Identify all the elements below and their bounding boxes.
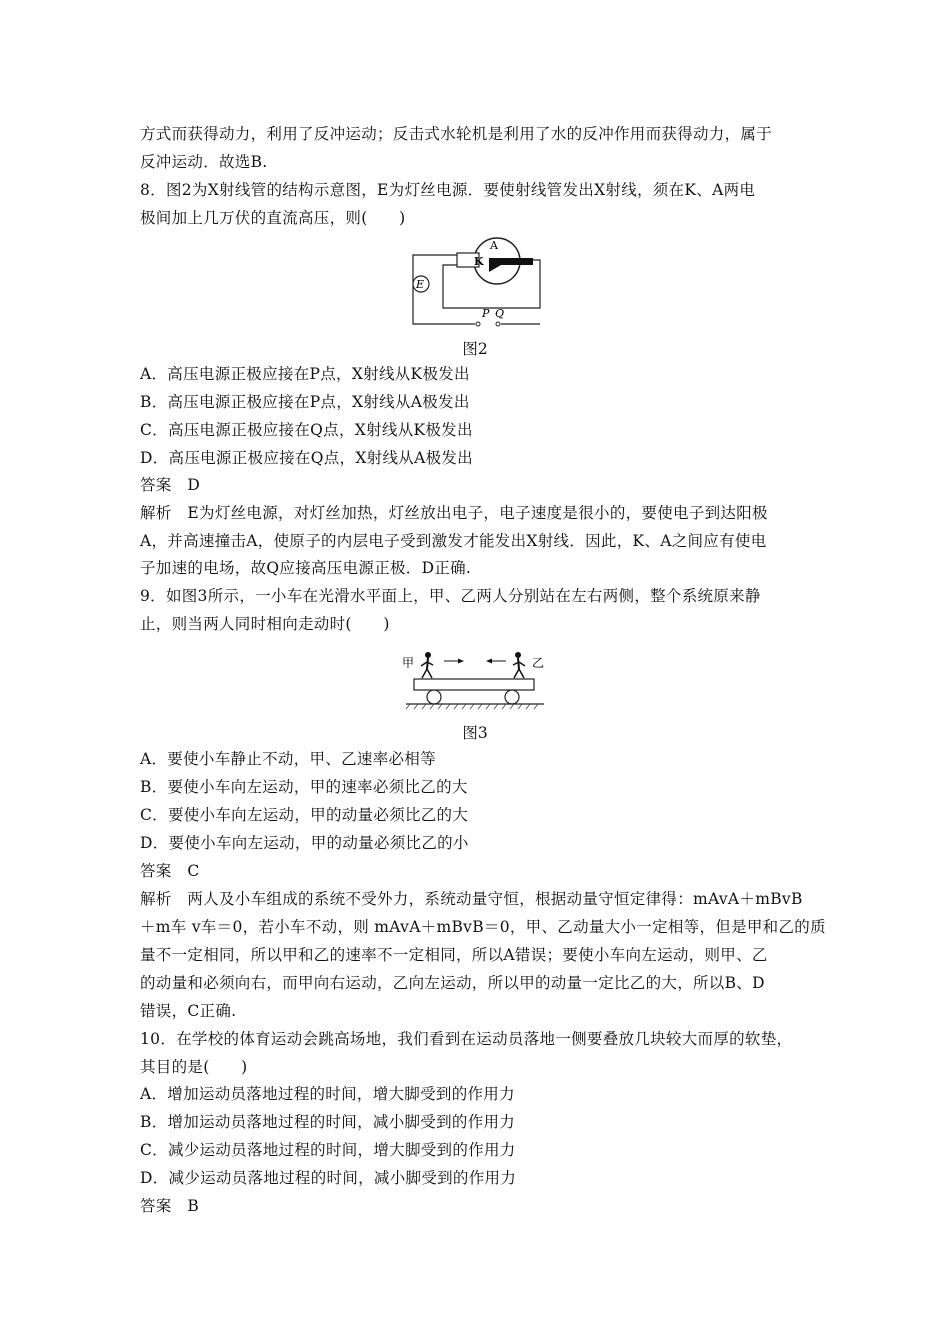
label-Q: Q xyxy=(495,307,505,320)
q8-answer: 答案 D xyxy=(140,476,201,494)
q10-option-a: A．增加运动员落地过程的时间，增大脚受到的作用力 xyxy=(140,1085,515,1103)
q10-option-d: D．减少运动员落地过程的时间，减小脚受到的作用力 xyxy=(140,1169,517,1187)
q9-analysis-line-1: 解析 两人及小车组成的系统不受外力，系统动量守恒，根据动量守恒定律得：mAvA＋mBvB xyxy=(140,890,803,908)
figure-3-caption: 图3 xyxy=(462,724,488,742)
q7-analysis-line-1: 方式而获得动力，利用了反冲运动；反击式水轮机是利用了水的反冲作用而获得动力，属于 xyxy=(140,125,773,143)
q8-stem-line-2: 极间加上几万伏的直流高压，则( ) xyxy=(140,209,406,227)
q9-analysis-line-5: 错误，C正确. xyxy=(140,1002,237,1020)
q10-answer: 答案 B xyxy=(140,1197,200,1215)
q9-analysis-line-4: 的动量和必须向右，而甲向右运动，乙向左运动，所以甲的动量一定比乙的大，所以B、D xyxy=(140,974,765,992)
label-K: K xyxy=(474,255,484,268)
q9-answer: 答案 C xyxy=(140,862,200,880)
q7-analysis-line-2: 反冲运动．故选B. xyxy=(140,153,268,171)
label-E: E xyxy=(416,278,425,291)
q8-option-c: C．高压电源正极应接在Q点，X射线从K极发出 xyxy=(140,421,473,439)
figure-3-cart xyxy=(400,642,550,714)
q9-option-a: A．要使小车静止不动，甲、乙速率必相等 xyxy=(140,750,436,768)
q9-analysis-line-2: ＋m车 v车＝0，若小车不动，则 mAvA＋mBvB＝0，甲、乙动量大小一定相等，但是甲和乙的质 xyxy=(140,918,826,936)
label-jia: 甲 xyxy=(402,656,415,670)
q9-stem-line-1: 9．如图3所示，一小车在光滑水平面上，甲、乙两人分别站在左右两侧，整个系统原来静 xyxy=(140,587,761,605)
label-P: P xyxy=(482,307,490,320)
q10-option-b: B．增加运动员落地过程的时间，减小脚受到的作用力 xyxy=(140,1113,516,1131)
q8-analysis-line-1: 解析 E为灯丝电源，对灯丝加热，灯丝放出电子，电子速度是很小的，要使电子到达阳极 xyxy=(140,504,768,522)
q9-option-d: D．要使小车向左运动，甲的动量必须比乙的小 xyxy=(140,834,469,852)
q10-stem-line-2: 其目的是( ) xyxy=(140,1058,248,1076)
q8-option-d: D．高压电源正极应接在Q点，X射线从A极发出 xyxy=(140,449,473,467)
label-A: A xyxy=(490,239,498,252)
q10-option-c: C．减少运动员落地过程的时间，增大脚受到的作用力 xyxy=(140,1141,516,1159)
figure-2-xray-tube xyxy=(405,234,550,330)
q8-analysis-line-2: A，并高速撞击A，使原子的内层电子受到激发才能发出X射线．因此，K、A之间应有使电 xyxy=(140,532,767,550)
q8-stem-line-1: 8．图2为X射线管的结构示意图，E为灯丝电源．要使射线管发出X射线，须在K、A两电 xyxy=(140,181,756,199)
q9-option-b: B．要使小车向左运动，甲的速率必须比乙的大 xyxy=(140,778,468,796)
q10-stem-line-1: 10．在学校的体育运动会跳高场地，我们看到在运动员落地一侧要叠放几块较大而厚的软垫， xyxy=(140,1030,793,1048)
label-yi: 乙 xyxy=(532,656,545,670)
figure-2-caption: 图2 xyxy=(462,340,488,358)
q8-analysis-line-3: 子加速的电场，故Q应接高压电源正极．D正确. xyxy=(140,559,472,577)
q8-option-b: B．高压电源正极应接在P点，X射线从A极发出 xyxy=(140,393,470,411)
q9-analysis-line-3: 量不一定相同，所以甲和乙的速率不一定相同，所以A错误；要使小车向左运动，则甲、乙 xyxy=(140,946,768,964)
q9-option-c: C．要使小车向左运动，甲的动量必须比乙的大 xyxy=(140,806,469,824)
q9-stem-line-2: 止，则当两人同时相向走动时( ) xyxy=(140,615,390,633)
q8-option-a: A．高压电源正极应接在P点，X射线从K极发出 xyxy=(140,365,470,383)
